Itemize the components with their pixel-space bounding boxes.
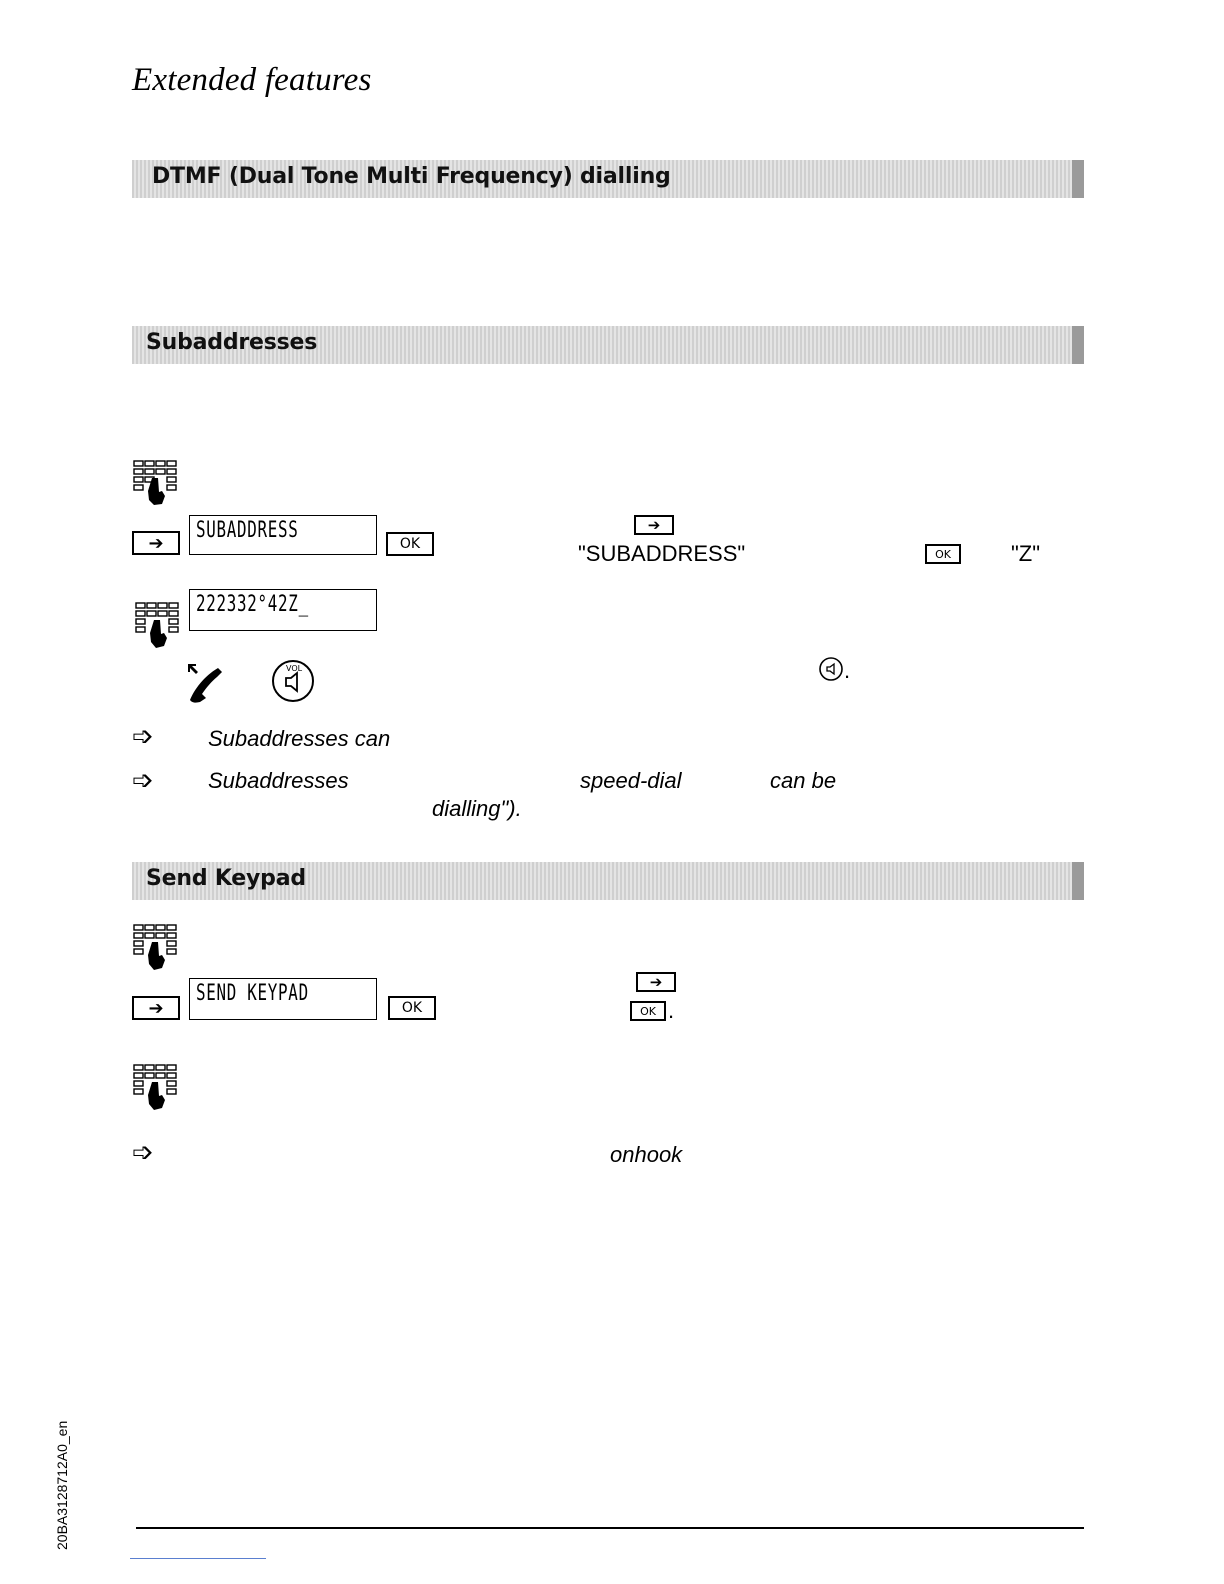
handset-icon <box>186 660 230 704</box>
note-arrow-icon: ➩ <box>132 722 154 752</box>
document-code <box>54 1410 74 1550</box>
svg-text:VOL: VOL <box>286 664 303 673</box>
bottom-link-underline <box>130 1558 266 1559</box>
keypad-hand-icon <box>132 1062 180 1114</box>
section-title-send-keypad: Send Keypad <box>146 866 306 891</box>
lcd-display-send-keypad <box>189 978 377 1020</box>
inline-arrow-icon <box>634 515 674 535</box>
arrow-button[interactable] <box>132 531 180 555</box>
section-bar-send-keypad <box>132 862 1084 900</box>
inline-ok-icon <box>630 1001 666 1021</box>
keypad-hand-icon <box>134 600 182 652</box>
page-title: Extended features <box>132 62 372 98</box>
note-arrow-icon: ➩ <box>132 1138 154 1168</box>
section-title-dtmf: DTMF (Dual Tone Multi Frequency) dialling <box>152 164 671 189</box>
arrow-icon: ➔ <box>148 532 164 554</box>
inline-ok-label: OK <box>935 547 951 561</box>
ok-button[interactable] <box>388 996 436 1020</box>
note-subaddresses-can: Subaddresses can <box>208 726 391 751</box>
note-dialling: dialling"). <box>432 796 522 821</box>
inline-arrow-icon <box>636 972 676 992</box>
keypad-hand-icon <box>132 458 180 508</box>
lcd-display-number <box>189 589 377 631</box>
keypad-hand-icon <box>132 922 180 974</box>
quoted-z-text: "Z" <box>1011 541 1041 566</box>
section-bar-subaddresses <box>132 326 1084 364</box>
lcd-display-subaddress <box>189 515 377 555</box>
document-code-text: 20BA3128712A0_en <box>54 1420 70 1550</box>
ok-label: OK <box>401 1000 423 1016</box>
ok-button[interactable] <box>386 532 434 556</box>
note-subaddresses: Subaddresses <box>208 768 349 793</box>
note-speed-dial: speed-dial <box>580 768 682 793</box>
quoted-subaddress-text: "SUBADDRESS" <box>578 541 746 566</box>
lcd-text-number: 222332°42Z_ <box>196 592 309 617</box>
inline-arrow-glyph: ➔ <box>647 516 661 534</box>
period-text: . <box>844 658 851 683</box>
inline-ok-label: OK <box>640 1004 656 1018</box>
period-text: . <box>668 998 675 1023</box>
section-title-subaddresses: Subaddresses <box>146 330 318 355</box>
lcd-text-send-keypad: SEND KEYPAD <box>196 981 309 1006</box>
bottom-rule <box>136 1527 1084 1529</box>
inline-ok-icon <box>925 544 961 564</box>
arrow-icon: ➔ <box>148 997 164 1019</box>
speaker-vol-small-icon <box>818 656 844 682</box>
inline-arrow-glyph: ➔ <box>649 973 663 991</box>
note-arrow-icon: ➩ <box>132 766 154 796</box>
section-bar-dtmf <box>132 160 1084 198</box>
lcd-text-subaddress: SUBADDRESS <box>196 518 299 543</box>
note-can-be: can be <box>770 768 837 793</box>
ok-label: OK <box>399 536 421 552</box>
speaker-vol-icon <box>270 658 316 704</box>
arrow-button[interactable] <box>132 996 180 1020</box>
note-onhook: onhook <box>610 1142 683 1167</box>
